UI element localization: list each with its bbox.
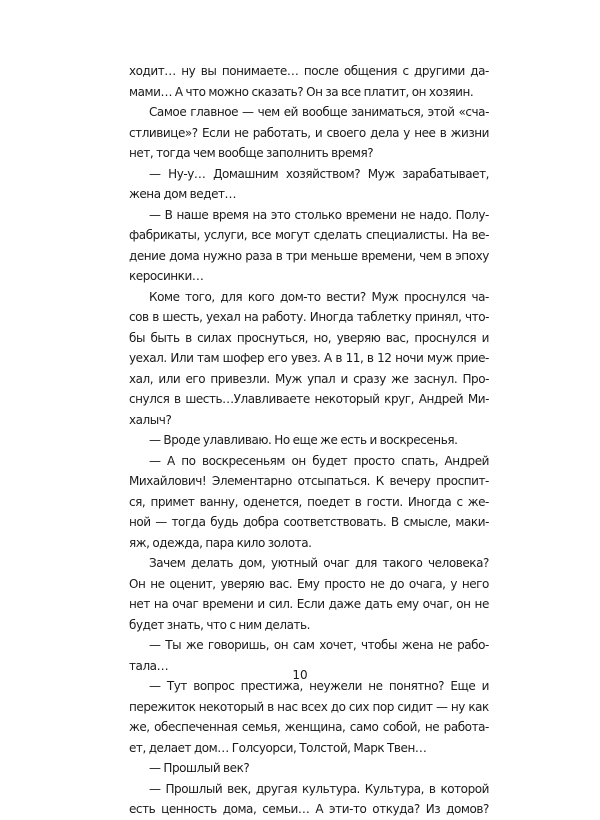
word: или — [158, 371, 181, 386]
word: нас — [277, 699, 298, 714]
text-line — [129, 328, 489, 349]
word: очага, — [408, 576, 446, 591]
line-text: халыч? — [129, 412, 172, 427]
word: Элементарно — [211, 474, 292, 488]
word: понятно? — [388, 679, 445, 693]
word: ну — [450, 699, 465, 714]
word: три — [285, 248, 307, 263]
word: — — [149, 679, 161, 693]
word: там — [197, 351, 220, 365]
word: дом, — [238, 556, 266, 570]
word: Если — [296, 597, 325, 611]
word: такого — [382, 556, 423, 570]
word: на — [252, 207, 267, 222]
word: Ему — [297, 576, 320, 591]
word: заснул. — [413, 371, 458, 386]
word: не — [474, 597, 489, 611]
word: по — [181, 453, 196, 468]
word: Про- — [462, 371, 489, 386]
line-text: нет, тогда чем вообще заполнить время? — [129, 146, 374, 160]
word: в — [185, 330, 192, 345]
word: зарабатывает, — [402, 166, 489, 181]
word: и — [340, 371, 348, 386]
word: сих — [348, 699, 370, 714]
word: проснулся — [414, 330, 477, 345]
text-line — [129, 369, 489, 390]
word: 11, — [345, 351, 364, 365]
word: вас, — [385, 330, 409, 345]
word: очаг, — [422, 597, 453, 611]
word: Он — [129, 576, 146, 591]
word: Зачем — [149, 556, 186, 570]
word: будь — [210, 515, 239, 529]
word: это — [270, 207, 291, 222]
word: хочет, — [319, 638, 357, 652]
text-line — [129, 779, 489, 800]
word: А — [324, 351, 332, 365]
word: говоришь, — [207, 638, 270, 652]
word: В — [164, 207, 173, 222]
word: — — [149, 638, 161, 652]
word: будет — [312, 453, 348, 468]
word: человека? — [428, 556, 489, 570]
word: просто — [353, 453, 395, 468]
word: раза — [245, 248, 273, 263]
word: не — [438, 638, 453, 652]
word: не — [234, 125, 249, 140]
text-line — [129, 205, 489, 226]
word: дение — [129, 248, 166, 263]
word: Прошлый — [165, 781, 223, 796]
word: Муж — [371, 289, 399, 304]
word: главное — [190, 105, 239, 119]
word: Иногда — [309, 310, 354, 324]
word: маки- — [455, 515, 489, 529]
word: есть — [129, 802, 156, 816]
word: меньше — [310, 248, 358, 263]
word: домов? — [446, 802, 489, 816]
word: таблетку — [356, 310, 412, 324]
word: соответствовать. — [283, 515, 387, 529]
word: как — [468, 699, 489, 714]
word: работать, — [252, 125, 311, 140]
word: в — [366, 351, 374, 365]
word: нее — [414, 125, 436, 140]
word: не — [400, 207, 416, 222]
word: культура. — [301, 781, 360, 796]
text-line — [129, 123, 489, 144]
word: которой — [440, 781, 489, 796]
text-line — [129, 512, 489, 533]
line-text: яж, одежда, пара кило золота. — [129, 535, 312, 550]
word: дать — [364, 597, 393, 611]
word: ной — [129, 515, 151, 529]
word: женщина, — [284, 720, 346, 734]
word: другая — [255, 781, 298, 796]
word: сов — [129, 310, 149, 324]
word: — — [149, 207, 161, 222]
word: и — [481, 330, 489, 345]
word: проснуться, — [236, 330, 308, 345]
word: эти-то — [329, 802, 367, 816]
text-line — [129, 102, 489, 123]
word: пор — [372, 699, 394, 714]
word: муж — [426, 351, 453, 365]
word: понимаете… — [221, 64, 299, 78]
word: — — [149, 166, 161, 181]
word: На — [452, 228, 468, 242]
word: и — [481, 679, 489, 693]
word: своего — [326, 125, 366, 140]
word: ванну, — [199, 494, 238, 509]
word: Домашним — [213, 166, 279, 181]
text-line — [129, 225, 489, 246]
text-line — [129, 492, 489, 513]
word: надо. — [419, 207, 452, 222]
word: и — [314, 125, 323, 140]
word: не — [424, 720, 440, 734]
word: уехал — [206, 310, 241, 324]
word: хозяйством? — [285, 166, 361, 181]
text-line — [129, 143, 489, 164]
word: смысле, — [403, 515, 451, 529]
text-line — [129, 389, 489, 410]
word: фабрикаты, — [129, 228, 200, 242]
word: ве- — [471, 228, 489, 242]
text-line — [129, 82, 489, 103]
word: ну — [181, 64, 196, 78]
word: в — [439, 125, 447, 140]
word: откуда? — [372, 802, 420, 816]
word: для — [355, 556, 377, 570]
word: Муж — [367, 166, 395, 181]
word: у — [403, 125, 410, 140]
word: и — [257, 597, 265, 611]
word: в — [267, 699, 274, 714]
word: же- — [467, 494, 489, 509]
text-line — [129, 574, 489, 595]
word: Тут — [166, 679, 187, 693]
text-line — [129, 287, 489, 308]
word: просто — [324, 576, 366, 591]
word: шесть, — [162, 310, 203, 324]
word: он — [291, 453, 306, 468]
word: очаг — [323, 556, 350, 570]
word: очаг — [172, 597, 199, 611]
text-line — [129, 164, 489, 185]
text-line — [129, 184, 489, 205]
word: на — [243, 310, 259, 324]
word: он — [456, 597, 471, 611]
word: вы — [200, 64, 217, 78]
word: могут — [274, 228, 310, 242]
word: заниматься, — [351, 105, 424, 119]
text-line — [129, 410, 489, 431]
word: на — [153, 597, 169, 611]
line-text: жена дом ведет… — [129, 187, 237, 201]
text-line — [129, 799, 489, 820]
word: этой — [427, 105, 455, 119]
word: силах — [197, 330, 232, 345]
word: не — [370, 576, 385, 591]
word: общения — [343, 64, 397, 78]
word: услуги, — [203, 228, 248, 242]
word: что- — [465, 310, 489, 324]
word: некоторый — [198, 699, 264, 714]
text-line — [129, 717, 489, 738]
word: в — [174, 392, 181, 406]
word: собой, — [382, 720, 421, 734]
word: некоторый — [314, 392, 380, 406]
word: уехал. — [129, 351, 167, 365]
word: в — [152, 310, 159, 324]
word: столько — [294, 207, 342, 222]
word: вас. — [269, 576, 293, 591]
line-text: тала… — [129, 658, 169, 673]
word: ся, — [129, 494, 146, 509]
word: А — [315, 802, 324, 816]
word: сидит — [397, 699, 433, 714]
text-line — [129, 553, 489, 574]
text-line — [129, 307, 489, 328]
word: жена — [401, 638, 434, 652]
word: вообще — [301, 105, 348, 119]
word: Ми- — [467, 392, 489, 406]
word: бы — [129, 330, 145, 345]
word: стливице»? — [129, 125, 198, 140]
word: дома — [169, 248, 200, 263]
word: дома, — [222, 802, 257, 816]
word: прие- — [456, 351, 489, 365]
word: делать — [190, 556, 234, 570]
word: уверяю — [220, 576, 265, 591]
word: дом-то — [279, 289, 321, 304]
word: не — [150, 576, 165, 591]
word: чем — [419, 248, 442, 263]
text-line — [129, 697, 489, 718]
word: быть — [150, 330, 180, 345]
line-text: ет, делает дом… Голсуорси, Толстой, Марк Твен… — [129, 740, 427, 755]
word: век, — [227, 781, 251, 796]
word: Самое — [149, 105, 187, 119]
word: специалисты. — [365, 228, 448, 242]
word: Или — [170, 351, 194, 365]
word: до — [330, 699, 346, 714]
word: оденется, — [243, 494, 302, 509]
word: чтобы — [360, 638, 398, 652]
word: же — [185, 638, 204, 652]
word: добра — [242, 515, 279, 529]
word: шесть…Улавливаете — [185, 392, 310, 406]
word: уютный — [270, 556, 318, 570]
word: в — [444, 248, 452, 263]
line-text: — Прошлый век? — [149, 761, 250, 775]
word: его — [185, 371, 206, 386]
text-line — [129, 348, 489, 369]
word: — — [155, 515, 167, 529]
word: же, — [129, 720, 150, 734]
word: того, — [185, 289, 215, 304]
word: для — [220, 289, 243, 304]
word: снулся — [129, 392, 170, 406]
word: сразу — [353, 371, 386, 386]
text-line — [129, 266, 489, 287]
word: само — [349, 720, 379, 734]
text-line — [129, 758, 489, 779]
word: Андрей — [444, 453, 489, 468]
word: В — [390, 515, 399, 529]
text-line — [129, 471, 489, 492]
word: увез. — [290, 351, 321, 365]
word: шофер — [222, 351, 265, 365]
word: Из — [425, 802, 441, 816]
word: поедет — [307, 494, 350, 509]
word: даже — [328, 597, 361, 611]
word: неужели — [309, 679, 362, 693]
line-text: мами… А что можно сказать? Он за все платит, он хозяин. — [129, 84, 474, 99]
text-line — [129, 635, 489, 656]
word: обеспеченная — [154, 720, 238, 734]
word: нужно — [202, 248, 242, 263]
word: Ну-у… — [168, 166, 206, 181]
word: А — [167, 453, 175, 468]
word: гости. — [366, 494, 403, 509]
word: его — [267, 351, 288, 365]
word: Иногда — [407, 494, 452, 509]
word: ей — [283, 105, 299, 119]
word: дела — [370, 125, 399, 140]
word: в — [354, 494, 362, 509]
word: же — [391, 371, 409, 386]
text-line — [129, 533, 489, 554]
word: семья, — [241, 720, 281, 734]
word: нет — [129, 597, 150, 611]
word: времени — [345, 207, 397, 222]
word: — — [149, 453, 161, 468]
word: жизни — [450, 125, 489, 140]
word: «сча- — [458, 105, 489, 119]
word: Полу- — [455, 207, 489, 222]
word: с — [456, 494, 463, 509]
word: у — [450, 576, 457, 591]
word: да- — [470, 64, 489, 78]
word: сил. — [268, 597, 293, 611]
word: не — [368, 679, 383, 693]
word: примет — [150, 494, 195, 509]
word: работа- — [443, 720, 489, 734]
word: Коме — [149, 289, 180, 304]
word: упал — [307, 371, 336, 386]
word: в — [335, 351, 342, 365]
word: в — [428, 781, 436, 796]
word: сам — [292, 638, 315, 652]
word: наше — [176, 207, 209, 222]
word: К — [375, 474, 384, 488]
word: времени — [202, 597, 254, 611]
word: ночи — [395, 351, 424, 365]
word: отсыпаться. — [297, 474, 370, 488]
word: ценность — [161, 802, 217, 816]
line-text: будет знать, что с ним делать. — [129, 617, 310, 632]
word: эпоху — [455, 248, 489, 263]
word: уверяю — [336, 330, 381, 345]
word: — — [149, 781, 161, 796]
word: Ты — [165, 638, 182, 652]
word: в — [275, 248, 283, 263]
word: после — [303, 64, 339, 78]
word: вопрос — [193, 679, 235, 693]
word: он — [273, 638, 289, 652]
word: до — [389, 576, 405, 591]
word: принял, — [414, 310, 462, 324]
text-line — [129, 451, 489, 472]
text-line — [129, 738, 489, 759]
word: сделать — [313, 228, 362, 242]
word: все — [251, 228, 271, 242]
word: проспит- — [436, 474, 489, 488]
word: 12 — [377, 351, 392, 365]
word: воскресеньям — [201, 453, 286, 468]
text-line — [129, 246, 489, 267]
word: хал, — [129, 371, 154, 386]
text-line — [129, 430, 489, 451]
text-line — [129, 61, 489, 82]
word: вечеру — [389, 474, 431, 488]
word: но, — [313, 330, 332, 345]
word: престижа, — [240, 679, 303, 693]
word: всех — [301, 699, 328, 714]
word: круг, — [384, 392, 414, 406]
line-text: — Вроде улавливаю. Но еще же есть и воскресенья. — [149, 433, 458, 447]
word: пережиток — [129, 699, 196, 714]
word: оценит, — [169, 576, 216, 591]
word: ходит… — [129, 64, 176, 78]
word: рабо- — [457, 638, 489, 652]
page-number: 10 — [292, 668, 308, 682]
word: Андрей — [418, 392, 464, 406]
word: времени, — [361, 248, 416, 263]
word: Если — [201, 125, 230, 140]
word: — — [242, 105, 254, 119]
word: — — [435, 699, 448, 714]
word: него — [461, 576, 489, 591]
word: кого — [247, 289, 275, 304]
word: тогда — [171, 515, 206, 529]
word: ему — [396, 597, 419, 611]
word: привезли. — [210, 371, 270, 386]
word: проснулся — [404, 289, 466, 304]
word: другими — [414, 64, 465, 78]
word: вести? — [326, 289, 366, 304]
text-line — [129, 594, 489, 615]
word: Михайлович! — [129, 474, 207, 488]
line-text: керосинки… — [129, 269, 204, 283]
word: Еще — [450, 679, 476, 693]
word: семьи… — [262, 802, 310, 816]
text-line — [129, 615, 489, 636]
word: Культура, — [364, 781, 424, 796]
word: спать, — [401, 453, 439, 468]
word: работу. — [261, 310, 307, 324]
word: ча- — [471, 289, 489, 304]
word: время — [212, 207, 249, 222]
body-text — [129, 61, 489, 820]
word: Муж — [274, 371, 302, 386]
word: с — [402, 64, 409, 78]
word: чем — [257, 105, 280, 119]
